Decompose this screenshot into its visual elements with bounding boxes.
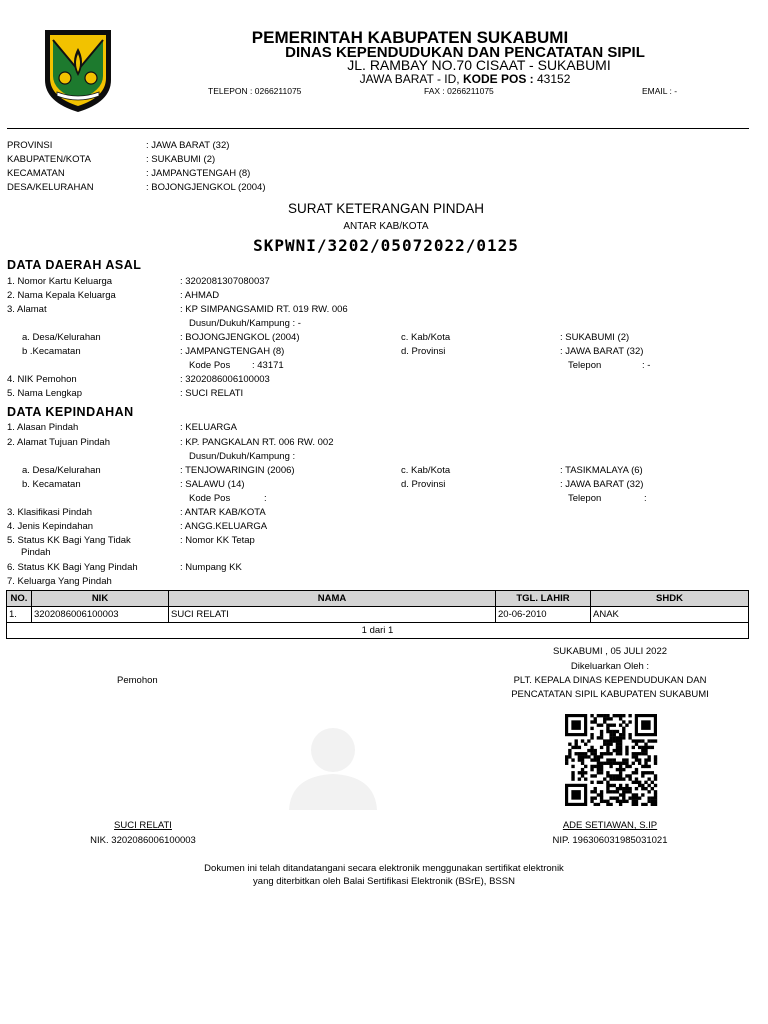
prov-asal-label: d. Provinsi [401, 346, 446, 357]
prov-asal-value: : JAWA BARAT (32) [560, 346, 644, 357]
family-members-table [6, 590, 749, 639]
cell-nik: 3202086006100003 [32, 607, 169, 623]
agency-title: PEMERINTAH KABUPATEN SUKABUMI [251, 28, 569, 47]
fax-text: FAX : 0266211075 [424, 86, 494, 96]
table-row [7, 607, 749, 623]
official-title-line2: PENCATATAN SIPIL KABUPATEN SUKABUMI [511, 689, 709, 700]
desa-label: DESA/KELURAHAN [7, 182, 94, 193]
footnote-line1: Dokumen ini telah ditandatangani secara elektronik menggunakan sertifikat elektronik [204, 863, 564, 874]
cell-no: 1. [7, 607, 32, 623]
col-header-no: NO. [7, 591, 32, 607]
alasan-label: 1. Alasan Pindah [7, 422, 79, 433]
jenis-kepindahan-value: : ANGG.KELUARGA [180, 521, 268, 532]
prov-tujuan-label: d. Provinsi [401, 479, 446, 490]
alamat-tujuan-value: : KP. PANGKALAN RT. 006 RW. 002 [180, 437, 334, 448]
status-kk-tidak-pindah-label-cont: Pindah [21, 547, 51, 558]
issued-by: Dikeluarkan Oleh : [570, 661, 650, 672]
asal-heading: DATA DAERAH ASAL [7, 258, 142, 272]
nik-pemohon-value: : 3202086006100003 [180, 374, 270, 385]
telepon-asal-value: : - [642, 360, 651, 371]
pemohon-nik: NIK. 3202086006100003 [90, 835, 196, 846]
no-kk-label: 1. Nomor Kartu Keluarga [7, 276, 113, 287]
page-count: 1 dari 1 [7, 623, 749, 639]
alamat-asal-value: : KP SIMPANGSAMID RT. 019 RW. 006 [180, 304, 348, 315]
kecamatan-label: KECAMATAN [7, 168, 65, 179]
kodepos-tujuan-value: : [264, 493, 267, 504]
pemohon-name: SUCI RELATI [114, 820, 172, 831]
alamat-asal-label: 3. Alamat [7, 304, 47, 315]
desa-tujuan-value: : TENJOWARINGIN (2006) [180, 465, 295, 476]
kec-asal-value: : JAMPANGTENGAH (8) [180, 346, 285, 357]
klasifikasi-label: 3. Klasifikasi Pindah [7, 507, 93, 518]
alasan-value: : KELUARGA [180, 422, 238, 433]
col-header-nik: NIK [32, 591, 169, 607]
nama-lengkap-label: 5. Nama Lengkap [7, 388, 82, 399]
kepala-keluarga-label: 2. Nama Kepala Keluarga [7, 290, 116, 301]
cell-nama: SUCI RELATI [169, 607, 496, 623]
table-footer-row [7, 623, 749, 639]
official-title-line1: PLT. KEPALA DINAS KEPENDUDUKAN DAN [513, 675, 707, 686]
prov-tujuan-value: : JAWA BARAT (32) [560, 479, 644, 490]
keluarga-pindah-label: 7. Keluarga Yang Pindah [7, 576, 112, 587]
status-kk-tidak-pindah-label: 5. Status KK Bagi Yang Tidak [7, 535, 131, 546]
desa-value: : BOJONGJENGKOL (2004) [146, 182, 266, 193]
official-nip: NIP. 196306031985031021 [552, 835, 668, 846]
email-text: EMAIL : - [642, 86, 678, 96]
telepon-asal-label: Telepon [568, 360, 602, 371]
pemohon-label: Pemohon [117, 675, 158, 686]
kepala-keluarga-value: : AHMAD [180, 290, 220, 301]
telepon-tujuan-value: : [644, 493, 647, 504]
status-kk-pindah-value: : Numpang KK [180, 562, 242, 573]
department-title: DINAS KEPENDUDUKAN DAN PENCATATAN SIPIL [285, 44, 645, 61]
kab-asal-label: c. Kab/Kota [401, 332, 451, 343]
col-header-shdk: SHDK [591, 591, 749, 607]
kecamatan-value: : JAMPANGTENGAH (8) [146, 168, 251, 179]
place-date: SUKABUMI , 05 JULI 2022 [552, 646, 668, 657]
kec-tujuan-label: b. Kecamatan [22, 479, 81, 490]
dusun-asal: Dusun/Dukuh/Kampung : - [189, 318, 301, 329]
document-subtitle: ANTAR KAB/KOTA [343, 221, 429, 232]
col-header-tgl-lahir: TGL. LAHIR [496, 591, 591, 607]
kodepos-tujuan-label: Kode Pos [189, 493, 231, 504]
col-header-nama: NAMA [169, 591, 496, 607]
kec-tujuan-value: : SALAWU (14) [180, 479, 245, 490]
desa-tujuan-label: a. Desa/Kelurahan [22, 465, 101, 476]
desa-asal-value: : BOJONGJENGKOL (2004) [180, 332, 300, 343]
kab-tujuan-label: c. Kab/Kota [401, 465, 451, 476]
kab-tujuan-value: : TASIKMALAYA (6) [560, 465, 643, 476]
provinsi-value: : JAWA BARAT (32) [146, 140, 230, 151]
official-name: ADE SETIAWAN, S.IP [562, 820, 658, 831]
document-title: SURAT KETERANGAN PINDAH [287, 201, 485, 216]
kodepos-asal-value: : 43171 [252, 360, 284, 371]
pindah-heading: DATA KEPINDAHAN [7, 405, 134, 419]
kabupaten-value: : SUKABUMI (2) [146, 154, 216, 165]
provinsi-label: PROVINSI [7, 140, 53, 151]
kodepos-asal-label: Kode Pos [189, 360, 231, 371]
cell-tgl-lahir: 20-06-2010 [496, 607, 591, 623]
alamat-tujuan-label: 2. Alamat Tujuan Pindah [7, 437, 110, 448]
footnote-line2: yang diterbitkan oleh Balai Sertifikasi Elektronik (BSrE), BSSN [253, 876, 515, 887]
nama-lengkap-value: : SUCI RELATI [180, 388, 244, 399]
kec-asal-label: b .Kecamatan [22, 346, 81, 357]
table-header-row [7, 591, 749, 607]
document-number: SKPWNI/3202/05072022/0125 [253, 236, 519, 255]
telepon-text: TELEPON : 0266211075 [208, 86, 302, 96]
qr-code-icon [555, 714, 667, 806]
address-line: JL. RAMBAY NO.70 CISAAT - SUKABUMI [347, 57, 611, 73]
province-postcode-line: JAWA BARAT - ID, KODE POS : 43152 [359, 72, 571, 86]
header-divider [7, 128, 749, 129]
kabupaten-label: KABUPATEN/KOTA [7, 154, 91, 165]
kab-asal-value: : SUKABUMI (2) [560, 332, 630, 343]
klasifikasi-value: : ANTAR KAB/KOTA [180, 507, 266, 518]
dusun-tujuan: Dusun/Dukuh/Kampung : [189, 451, 296, 462]
telepon-tujuan-label: Telepon [568, 493, 602, 504]
status-kk-pindah-label: 6. Status KK Bagi Yang Pindah [7, 562, 138, 573]
nik-pemohon-label: 4. NIK Pemohon [7, 374, 77, 385]
no-kk-value: : 3202081307080037 [180, 276, 270, 287]
jenis-kepindahan-label: 4. Jenis Kepindahan [7, 521, 94, 532]
cell-shdk: ANAK [591, 607, 749, 623]
desa-asal-label: a. Desa/Kelurahan [22, 332, 101, 343]
person-silhouette-icon [283, 722, 383, 810]
status-kk-tidak-pindah-value: : Nomor KK Tetap [180, 535, 255, 546]
